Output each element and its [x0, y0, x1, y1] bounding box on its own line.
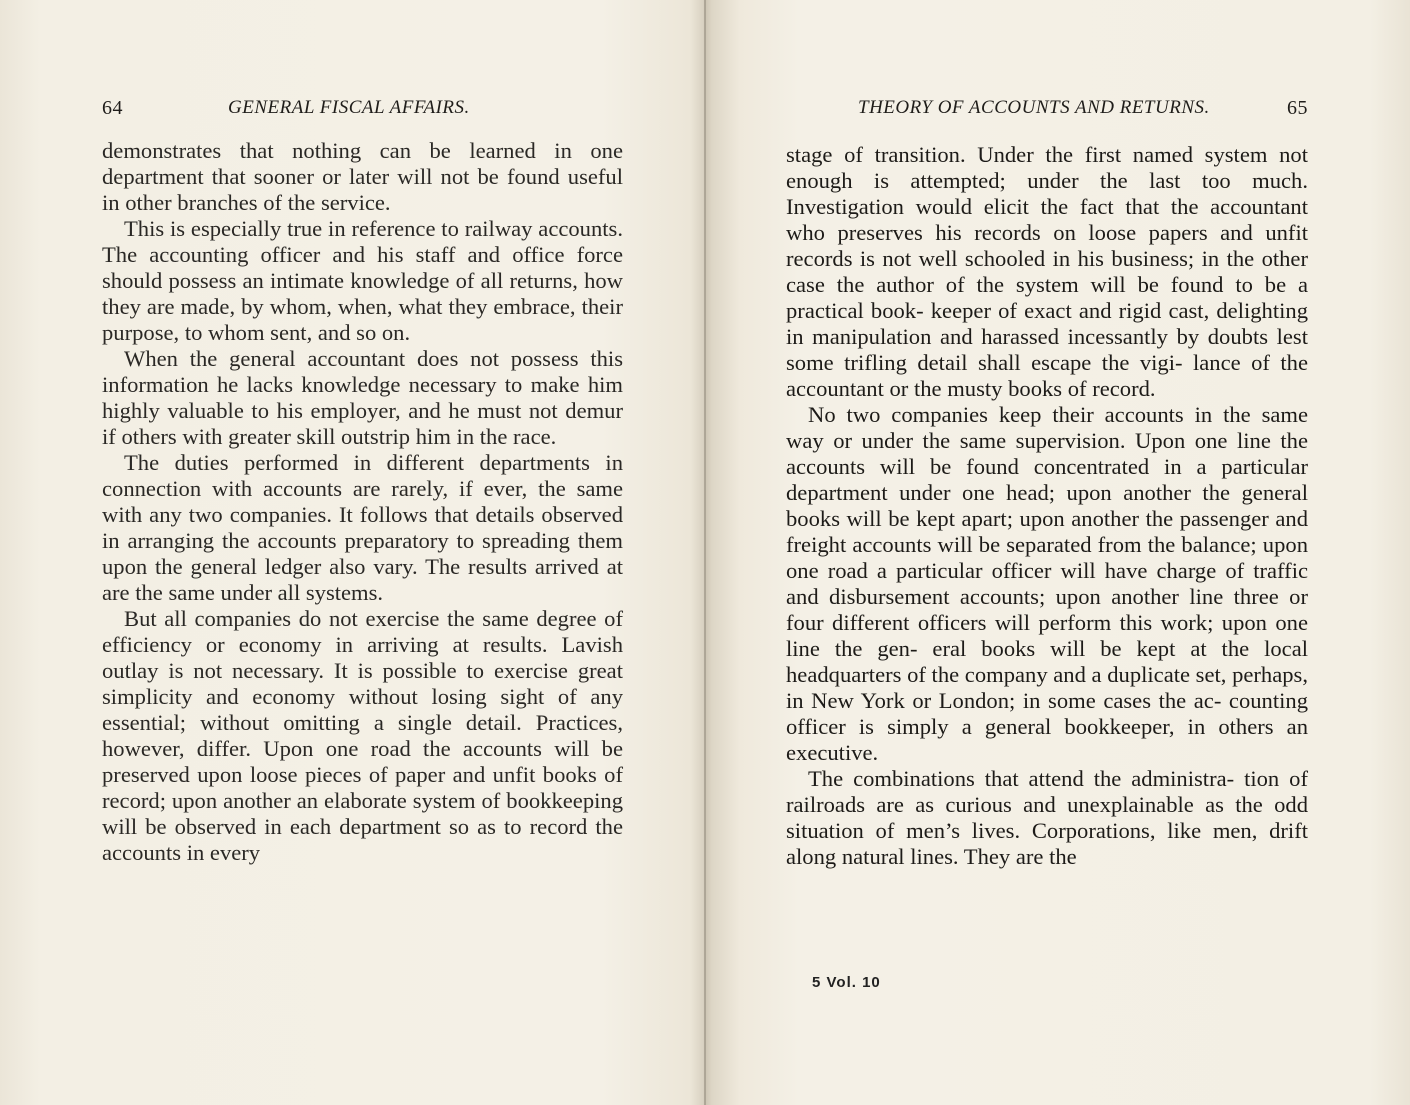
right-page-number: 65	[1287, 97, 1308, 119]
paragraph: demonstrates that nothing can be learned in one department that sooner or later will not be found useful in other branches of the service.	[102, 138, 623, 215]
right-running-head: THEORY OF ACCOUNTS AND RETURNS.	[858, 97, 1210, 118]
right-page-body	[786, 142, 1308, 870]
paragraph: stage of transition. Under the first named system not enough is attempted; under the last too much. Investigation would elicit the fact that the accountant who preserves his records on loose papers and unfit records is not well schooled in his business; in the other case the author of the system will be found to be a practical book- keeper of exact and rigid cast, delighting in manipulation and harassed incessantly by doubts lest some trifling detail shall escape the vigi- lance of the accountant or the musty books of record.	[786, 142, 1308, 401]
paragraph: When the general accountant does not possess this information he lacks knowledge necessary to make him highly valuable to his employer, and he must not demur if others with greater skill outstrip him in the race.	[102, 346, 623, 449]
paragraph: The combinations that attend the administra- tion of railroads are as curious and unexplainable as the odd situation of men’s lives. Corporations, like men, drift along natural lines. They are the	[786, 766, 1308, 869]
paragraph: No two companies keep their accounts in the same way or under the same supervision. Upon one line the accounts will be found concentrated in a particular department under one head; upon another the general books will be kept apart; upon another the passenger and freight accounts will be separated from the balance; upon one road a particular officer will have charge of traffic and disbursement accounts; upon another line three or four different officers will perform this work; upon one line the gen- eral books will be kept at the local headquarters of the company and a duplicate set, perhaps, in New York or London; in some cases the ac- counting officer is simply a general bookkeeper, in others an executive.	[786, 402, 1308, 765]
right-page	[706, 0, 1410, 1105]
paragraph: This is especially true in reference to railway accounts. The accounting officer and his staff and office force should possess an intimate knowledge of all returns, how they are made, by whom, when, what they embrace, their purpose, to whom sent, and so on.	[102, 216, 623, 345]
left-page-body	[102, 138, 623, 866]
left-page	[0, 0, 704, 1105]
left-page-number: 64	[102, 97, 123, 119]
signature-mark: 5 Vol. 10	[812, 974, 881, 991]
paragraph: But all companies do not exercise the same degree of efficiency or economy in arriving at results. Lavish outlay is not necessary. It is possible to exercise great simplicity and economy without losing sight of any essential; without omitting a single detail. Practices, however, differ. Upon one road the accounts will be preserved upon loose pieces of paper and unfit books of record; upon another an elaborate system of bookkeeping will be observed in each department so as to record the accounts in every	[102, 606, 623, 865]
left-running-head: GENERAL FISCAL AFFAIRS.	[228, 97, 470, 118]
paragraph: The duties performed in different departments in connection with accounts are rarely, if ever, the same with any two companies. It follows that details observed in arranging the accounts preparatory to spreading them upon the general ledger also vary. The results arrived at are the same under all systems.	[102, 450, 623, 605]
